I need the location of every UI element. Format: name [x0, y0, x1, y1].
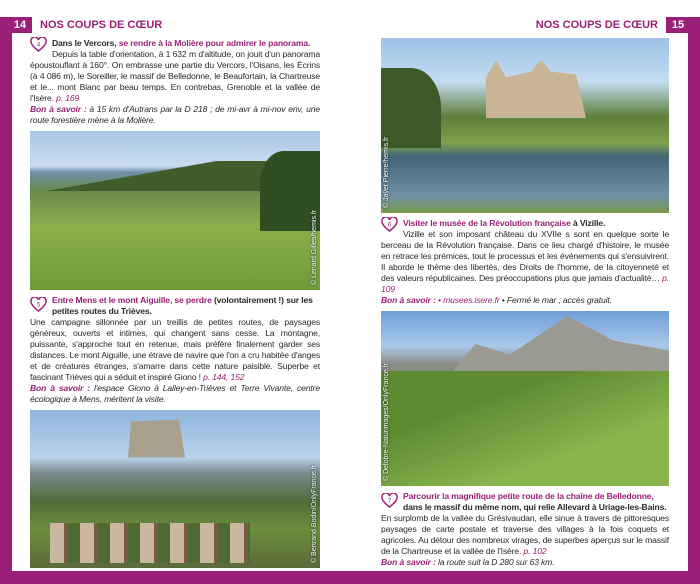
header-title-left: NOS COUPS DE CŒUR [40, 19, 163, 31]
section-4: 4 Dans le Vercors, se rendre à la Molière pour admirer le panorama. Depuis la table d'orientation, à 1 632 m d'altitude, on jouit d'un panorama époustouflant à 160°. On embrasse une partie du Vercors, l'Oisans, les Écrins (à 4 086 m), le Soreiller, le massif de Belledonne, le Beaufortain, la Chartreuse et le... mont Blanc par beau temps. En contrebas, Grenoble et la vallée de l'Isère. p. 169 Bon à savoir : à 15 km d'Autrans par la D 218 ; de mi-avr à mi-nov env, une route forestière mène à la Molière. [30, 38, 320, 125]
photo-vercors-meadow [30, 131, 320, 290]
page-ref-link[interactable]: p. 102 [521, 546, 547, 556]
page-number-left: 14 [8, 17, 32, 33]
section-5: 5 Entre Mens et le mont Aiguille, se perdre (volontairement !) sur les petites routes du Trièves. Une campagne sillonnée par un treillis de petites routes, de paysages généreux, ouverts et intimes, qui changent sans cesse. La montagne, puissante, s'approche tout en retenue, mais préfère finalement garder ses distances. Le mont Aiguille, une étrave de navire que l'on a cru habitée d'anges et de créatures étranges, s'amarre dans cette nature paisible. Superbe et fascinant Trièves qui a séduit et inspiré Giono ! p. 144, 152 Bon à savoir : l'espace Giono à Lalley-en-Trièves et Terre Vivante, centre écologique à Mens, méritent la visite. [30, 294, 320, 404]
section-body: Une campagne sillonnée par un treillis de petites routes, de paysages généreux, ouverts et intimes, qui changent sans cesse. La montagne, puissante, s'approche tout en retenue, mais préfère finalement garder ses distances. Le mont Aiguille, une étrave de navire que l'on a cru habitée d'anges et de créatures étranges, s'amarre dans cette nature paisible. Superbe et fascinant Trièves qui a séduit et inspiré Giono ! [30, 316, 320, 382]
svg-text:6: 6 [387, 222, 392, 229]
header-title-right: NOS COUPS DE CŒUR [535, 19, 658, 31]
section-body: En surplomb de la vallée du Grésivaudan, elle sinue à travers de pittoresques paysages de carte postale et traverse des villages à la fois coquets et agricoles. Au détour des nombreux virages, de superbes aperçus sur le massif de la Chartreuse et la vallée de l'Isère. [381, 513, 669, 556]
photo-credit: © Delobre-Naturimages/OnlyFrance.fr [383, 363, 390, 481]
photo-credit: © Lenard Gilles/hemis.fr [311, 209, 318, 285]
section-title: Parcourir la magnifique petite route de la chaîne de Belledonne, [403, 491, 654, 501]
right-page-border [688, 17, 700, 584]
bottom-border [0, 571, 700, 584]
page-ref-link[interactable]: p. 169 [53, 93, 80, 103]
svg-text:5: 5 [36, 302, 41, 308]
photo-belledonne-mountains [381, 311, 669, 486]
photo-credit: © Jaÿet Pierre/hemis.fr [383, 136, 390, 208]
svg-text:4: 4 [36, 42, 41, 49]
left-page-border [0, 17, 12, 584]
section-body: Vizille et son imposant château du XVIIe s sont en quelque sorte le berceau de la Révolution française. Dans ce lieu chargé d'histoire, le musée en retrace les prémices, tout le processus et les événements qui s'ensuivirent. Il aborde le thème des libertés, des Droits de l'homme, de la citoyenneté et des valeurs républicaines. Des préoccupations plus que jamais d'actualité… [381, 229, 669, 283]
section-7: 7 Parcourir la magnifique petite route de la chaîne de Belledonne, dans le massif du même nom, qui relie Allevard à Uriage-les-Bains. En surplomb de la vallée du Grésivaudan, elle sinue à travers de pittoresques paysages de carte postale et traverse des villages à la fois coquets et agricoles. Au détour des nombreux virages, de superbes aperçus sur le massif de la Chartreuse et la vallée de l'Isère. p. 102 Bon à savoir : la route suit la D 280 sur 63 km. [381, 491, 669, 567]
heart-number-icon [30, 297, 47, 312]
section-6: 6 Visiter le musée de la Révolution française à Vizille. Vizille et son imposant château du XVIIe s sont en quelque sorte le berceau de la Révolution française. Dans ce lieu chargé d'histoire, le musée en retrace les prémices, tout le processus et les événements qui s'ensuivirent. Il aborde le thème des libertés, des Droits de l'homme, de la citoyenneté et des valeurs républicaines. Des préoccupations plus que jamais d'actualité… p. 109 Bon à savoir : • musees.isere.fr • Fermé le mar ; accès gratuit. [381, 218, 669, 305]
page-number-right: 15 [666, 17, 690, 33]
page-ref-link[interactable]: p. 109 [381, 273, 669, 294]
photo-mont-aiguille-village [30, 410, 320, 569]
heart-number-icon [381, 217, 398, 232]
page-ref-link[interactable]: p. 144, 152 [200, 371, 245, 382]
section-title: Entre Mens et le mont Aiguille, se perdre [52, 294, 212, 305]
right-page-content [381, 38, 669, 568]
photo-chateau-vizille [381, 38, 669, 213]
heart-number-icon [381, 493, 398, 508]
section-title: Dans le Vercors, [52, 38, 117, 48]
svg-text:7: 7 [387, 498, 392, 505]
website-link[interactable]: • musees.isere.fr [435, 295, 500, 305]
photo-credit: © Bertrand Bodin/OnlyFrance.fr [311, 464, 318, 563]
section-title: Visiter le musée de la Révolution française [403, 218, 571, 228]
section-body: Depuis la table d'orientation, à 1 632 m d'altitude, on jouit d'un panorama époustouflant à 160°. On embrasse une partie du Vercors, l'Oisans, les Écrins (à 4 086 m), le Soreiller, le massif de Belledonne, le Beaufortain, la Chartreuse et le... mont Blanc par beau temps. En contrebas, Grenoble et la vallée de l'Isère. [30, 49, 320, 103]
left-page-content [30, 38, 320, 568]
heart-number-icon [30, 37, 47, 52]
